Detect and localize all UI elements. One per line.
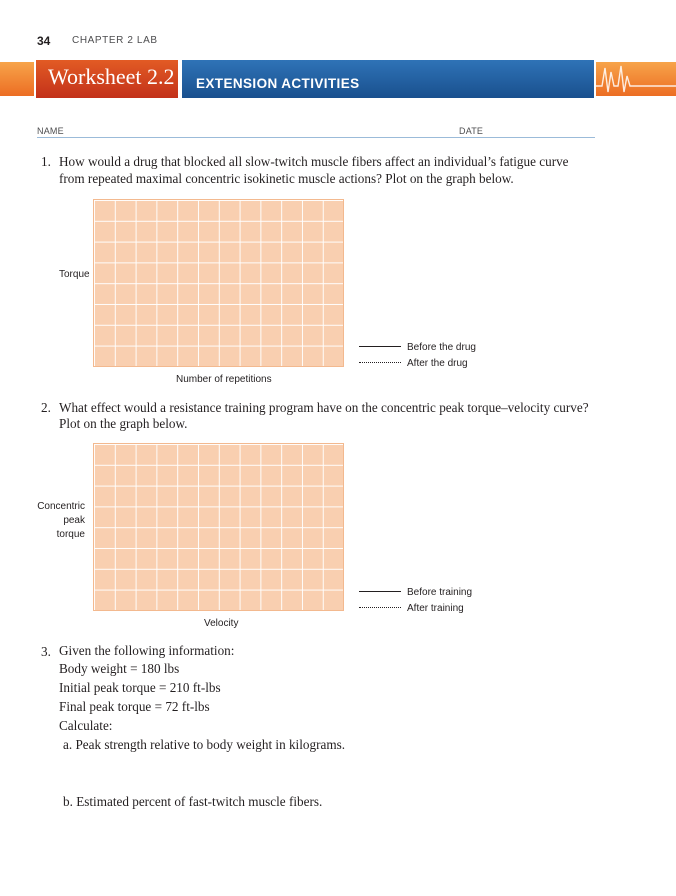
date-field-label: DATE xyxy=(459,126,484,136)
q2-x-axis-label: Velocity xyxy=(204,618,239,629)
q1-text-line1: How would a drug that blocked all slow-twitch muscle fibers affect an individual’s fatigue curve xyxy=(59,154,569,169)
page-number: 34 xyxy=(37,34,51,48)
name-date-rule xyxy=(37,137,595,138)
q3-body-weight: Body weight = 180 lbs xyxy=(59,661,180,676)
pulse-wave-icon xyxy=(596,62,676,96)
q1-legend-before: Before the drug xyxy=(407,342,476,353)
banner-left-band xyxy=(0,62,34,96)
q2-number: 2. xyxy=(41,400,51,415)
torque-velocity-graph[interactable] xyxy=(93,443,344,611)
q3-part-b: b. Estimated percent of fast-twitch muscle fibers. xyxy=(63,794,323,809)
worksheet-title: Worksheet 2.2 xyxy=(48,64,175,89)
chapter-label: CHAPTER 2 LAB xyxy=(72,35,158,46)
fatigue-curve-graph[interactable] xyxy=(93,199,344,367)
q3-initial-torque: Initial peak torque = 210 ft-lbs xyxy=(59,680,221,695)
q2-legend-before: Before training xyxy=(407,587,473,598)
q2-y-axis-label-1: Concentric xyxy=(37,501,85,512)
q3-calculate: Calculate: xyxy=(59,718,113,733)
q2-legend-dotted-line xyxy=(359,607,401,608)
q1-legend-after: After the drug xyxy=(407,358,468,369)
q3-part-a: a. Peak strength relative to body weight in kilograms. xyxy=(63,737,346,752)
q1-legend-solid-line xyxy=(359,346,401,347)
q3-number: 3. xyxy=(41,644,51,659)
q1-text-line2: from repeated maximal concentric isokinetic muscle actions? Plot on the graph below. xyxy=(59,171,514,186)
q1-x-axis-label: Number of repetitions xyxy=(176,374,272,385)
q2-y-axis-label-3: torque xyxy=(56,529,85,540)
q2-text-line2: Plot on the graph below. xyxy=(59,416,188,431)
q1-y-axis-label: Torque xyxy=(59,269,90,280)
q1-legend-dotted-line xyxy=(359,362,401,363)
q2-legend-solid-line xyxy=(359,591,401,592)
q2-text-line1: What effect would a resistance training program have on the concentric peak torque–velocity curve? xyxy=(59,400,589,415)
q2-y-axis-label-2: peak xyxy=(63,515,85,526)
q3-intro: Given the following information: xyxy=(59,643,235,658)
q3-final-torque: Final peak torque = 72 ft-lbs xyxy=(59,699,210,714)
q1-number: 1. xyxy=(41,154,51,169)
section-title: EXTENSION ACTIVITIES xyxy=(196,76,360,91)
q2-legend-after: After training xyxy=(407,603,464,614)
name-field-label: NAME xyxy=(37,126,64,136)
